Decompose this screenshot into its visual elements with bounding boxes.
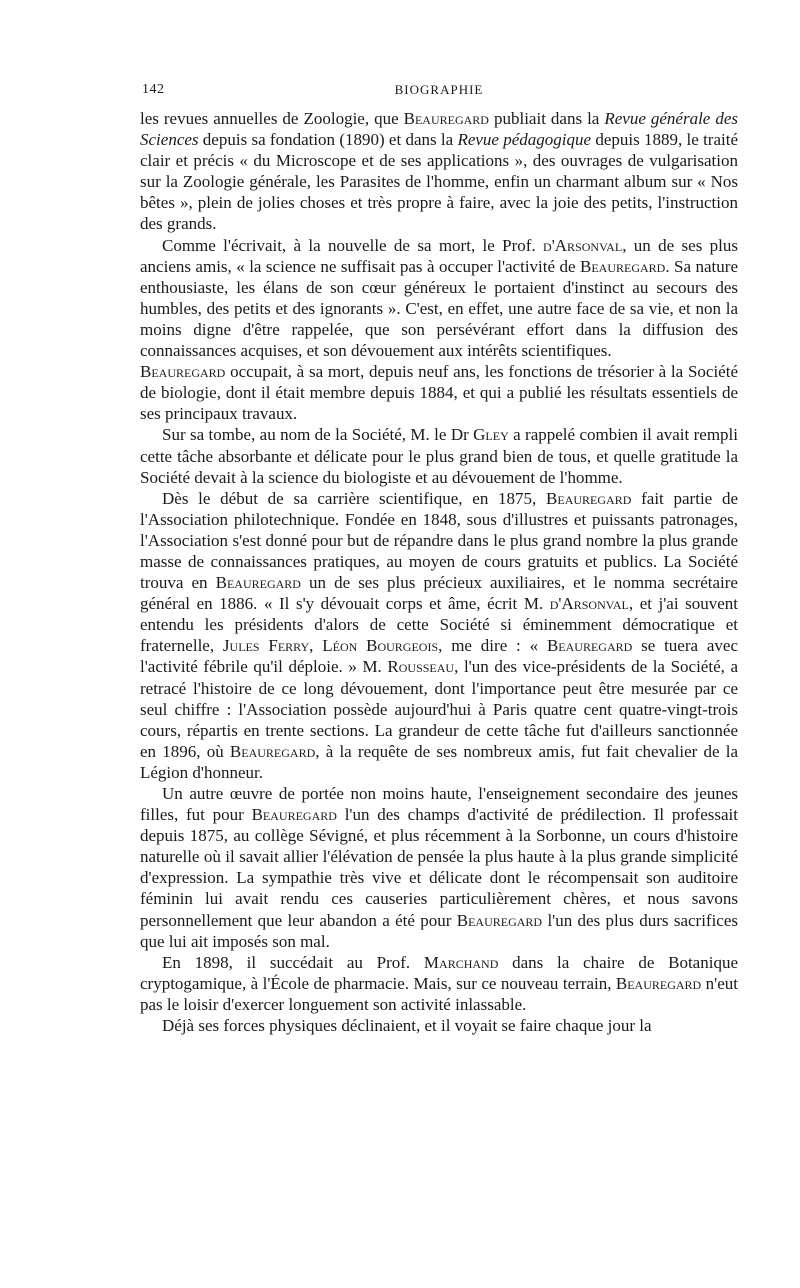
text-run: depuis 1889, le traité clair et précis « du Microscope et de ses applications », des ouvrages de vulgarisation sur la Zoologie générale, les Parasites de l'homme, enfin un charmant album sur « Nos bêtes », plein de jolies choses et très propre à faire, avec la joie des petits, l'instruction des grands. [140, 130, 739, 234]
text-run: . Sa nature enthousiaste, les élans de son cœur généreux le portaient d'instinct au secours des humbles, des petits et des ignorants ». C'est, en effet, une autre face de sa vie, et non la moins digne d'être rappelée, que son persévérant effort dans la diffusion des connaissances acquises, et son dévouement aux intérêts scientifiques. [140, 256, 738, 361]
text-run: En 1898, il succédait au Prof. [162, 952, 424, 972]
page-number: 142 [142, 82, 165, 97]
text-run: , l'un des vice-présidents de la Société, a retracé l'histoire de ce long dévouement, dont l'importance peut être mesurée par ce seul chiffre : l'Association possède aujourd'hui à Paris quatre cent quatre-vingt-trois cours, répartis en trente sections. La grandeur de cette tâche fut d'ailleurs sanctionnée en 1896, où [140, 657, 738, 761]
text-run: Un autre œuvre de portée non moins haute, l'enseignement secondaire des jeunes filles, fut pour [140, 784, 738, 825]
paragraph [140, 783, 738, 952]
name-smallcaps: Beauregard [456, 910, 543, 930]
text-run: , me dire : « [438, 636, 547, 656]
title-italic: Revue pédagogique [457, 130, 592, 150]
text-run: , à la requête de ses nombreux amis, fut fait chevalier de la Légion d'honneur. [140, 741, 738, 782]
name-smallcaps: Beauregard [580, 256, 666, 276]
title-italic: Revue générale des Sciences [140, 109, 738, 150]
name-smallcaps: d'Arsonval [549, 594, 629, 614]
paragraph [140, 235, 738, 362]
name-smallcaps: Marchand [423, 952, 499, 972]
name-smallcaps: Beauregard [546, 488, 632, 508]
running-title: BIOGRAPHIE [394, 82, 484, 97]
paragraph [140, 424, 738, 487]
name-smallcaps: Beauregard [403, 109, 489, 128]
paragraph [140, 108, 738, 235]
text-run: fait partie de l'Association philotechnique. Fondée en 1848, sous d'illustres et puissants patronages, l'Association s'est donné pour but de répandre dans le plus grand nombre la plus grande masse de connaissances pratiques, au moyen de cours gratuits et publics. La Société trouva en [140, 488, 738, 593]
page-header [140, 82, 738, 108]
page [140, 82, 738, 1036]
paragraph [140, 361, 738, 424]
text-run: Dès le début de sa carrière scientifique, en 1875, [162, 488, 547, 508]
name-smallcaps: Jules Ferry [222, 636, 310, 656]
name-smallcaps: Beauregard [229, 741, 316, 761]
text-run: Sur sa tombe, au nom de la Société, M. le Dr [162, 425, 474, 445]
text-run: Déjà ses forces physiques déclinaient, et il voyait se faire chaque jour la [162, 1016, 652, 1036]
text-run: occupait, à sa mort, depuis neuf ans, les fonctions de trésorier à la Société de biologie, dont il était membre depuis 1884, et qui a publié les résultats essentiels de ses principaux travaux. [140, 362, 738, 424]
text-run: publiait dans la [488, 109, 605, 128]
text-run: a rappelé combien il avait rempli cette tâche absorbante et délicate pour le plus grand bien de tous, et quelle gratitude la Société devait à la science du biologiste et au dévouement de l'homme. [140, 425, 738, 487]
text-run: les revues annuelles de Zoologie, que [140, 109, 404, 128]
text-run: , un de ses plus anciens amis, « la science ne suffisait pas à occuper l'activité de [140, 235, 738, 276]
text-run: l'un des plus durs sacrifices que lui ait imposés son mal. [140, 910, 739, 951]
text-run: dans la chaire de Botanique cryptogamique, à l'École de pharmacie. Mais, sur ce nouveau terrain, [140, 952, 738, 993]
text-run: depuis sa fondation (1890) et dans la [198, 130, 458, 150]
text-run: un de ses plus précieux auxiliaires, et le nomma secrétaire général en 1886. « Il s'y dévouait corps et âme, écrit M. [140, 573, 738, 614]
text-run: n'eut pas le loisir d'exercer longuement son activité inlassable. [140, 973, 738, 1014]
name-smallcaps: Beauregard [140, 362, 226, 382]
paragraph [140, 488, 738, 783]
text-run: se tuera avec l'activité fébrile qu'il déploie. » M. [140, 636, 739, 677]
text-run: , [309, 636, 323, 656]
name-smallcaps: Beauregard [546, 636, 633, 656]
name-smallcaps: Beauregard [215, 573, 301, 593]
name-smallcaps: d'Arsonval [543, 235, 623, 255]
body-text [140, 108, 738, 1036]
name-smallcaps: Beauregard [251, 805, 337, 825]
name-smallcaps: Rousseau [387, 657, 455, 677]
paragraph [140, 952, 738, 1015]
text-run: Comme l'écrivait, à la nouvelle de sa mort, le Prof. [162, 235, 544, 255]
text-run: , et j'ai souvent entendu les présidents d'alors de cette Société si éminemment démocratique et fraternelle, [140, 594, 738, 656]
text-run: l'un des champs d'activité de prédilection. Il professait depuis 1875, au collège Sévigné, et plus récemment à la Sorbonne, un cours d'histoire naturelle où il savait allier l'élévation de pensée la plus haute à la plus grande simplicité d'expression. La sympathie très vive et délicate dont le récompensait son auditoire féminin lui avait rendu ces causeries particulièrement chères, et nous savons personnellement que leur abandon a été pour [140, 805, 738, 930]
name-smallcaps: Gley [473, 425, 509, 445]
name-smallcaps: Beauregard [615, 973, 702, 993]
name-smallcaps: Léon Bourgeois [322, 636, 439, 656]
paragraph [140, 1015, 738, 1036]
